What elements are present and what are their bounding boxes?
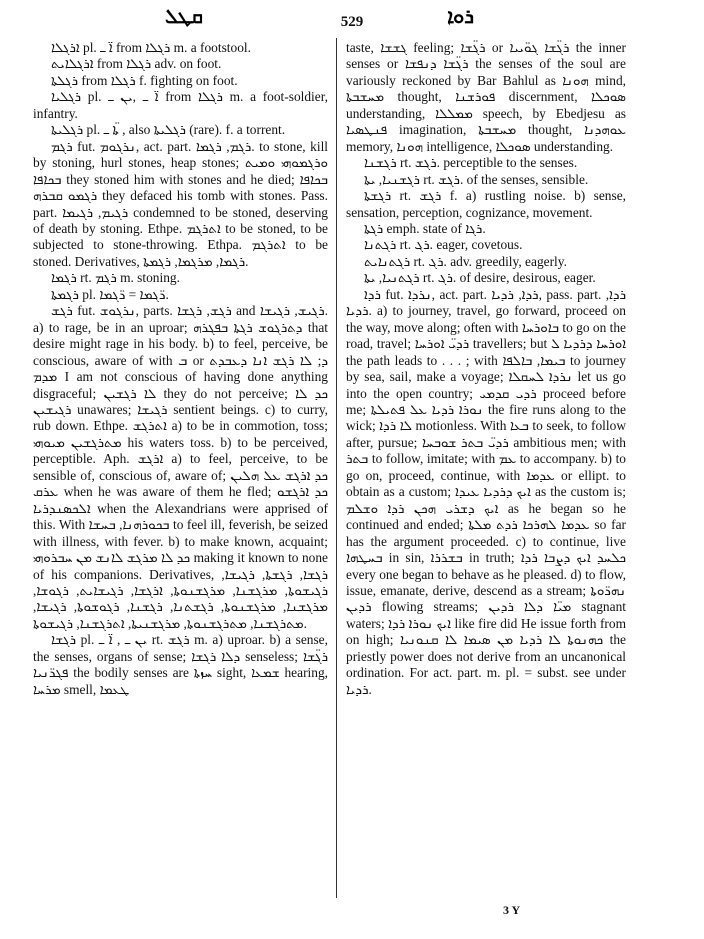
page-number: 529 [340,14,364,30]
signature-mark: 3 Y [503,903,521,917]
entry: ܪܓܬܐ emph. state of ܪܓܐ. [364,220,486,236]
entry: ܪܓܡܐ rt. ܪܓܡ m. stoning. [51,270,180,286]
entry: ܪܓܬܢܐܝܬ rt. ܪܓ. adv. greedily, eagerly. [364,253,567,269]
entry: ܪܓܫܬܐ rt. ܪܓܫ f. a) rustling noise. b) sense, sensation, perception, cognizance, movement. [346,188,626,220]
entry: ܪܓܡ fut. ܢܪܓܘܡ, act. part. ܪܓܡ, ܪܓܡܐ. to stone, kill by stoning, hurl stones, heap stones; ܘܪܓܡܘܗܝ ܘܡܝܬ ܒܟܐܦܐ they stoned him with stones and he died; ܒܟܐܦܐ ܪܓܡܘ ܩܒܪܗ they defaced his tomb with stones. Pass. part. ܪܓܝܡ, ܪܓܝܡܐ condemned to be stoned, deserving of death by stoning. Ethpe. ܐܬܪܓܡ to be stoned, to be subjected to stone-throwing. Ethpa. ܐܬܪܓܡ to be stoned. Derivatives, ܪܓܡܐ, ܡܪܓܡܐ, ܪܓܡܬܐ. [33,138,329,269]
entry: ܪܓܠܝܐ pl. ܐ̈ ـ ,ܝܢ ـ from ܪܓܠܐ m. a foot-soldier, infantry. [33,89,328,121]
entry: ܐܪܓܠܐܝܬ from ܪܓܠܐ adv. on foot. [51,56,222,72]
entry: ܪܓܫܐ pl. ܝܢ ـ , ܐ̈ ـ rt. ܪܓܫ m. a) uproar. b) a sense, the senses, organs of sense; ܕܠܐ ܪܓܫܐ senseless; ܪܓ̈ܫܐ ܦܓܪ̈ܢܝܐ the bodily senses are ܚܙܬܐ sight, ܫܡܥܐ hearing, ܡܪܚܐ smell, ܛܥܡܐ [33,632,328,697]
entry: ܪܓܬܢܐ rt. ܪܓ. eager, covetous. [364,237,523,253]
column-divider [336,38,337,898]
entry: ܪܓܫܢܐ rt. ܪܓܫ. perceptible to the senses. [364,155,578,171]
entry: ܐܪܓܠܐ pl. ܐ̈ ـ from ܪܓܠܐ m. a footstool. [51,40,251,55]
entry: ܪܕܐ fut. ܢܪܕܐ, act. part. ܪܕܐ, ܪܕܝܐ, pass. part. ܪܕܐ, ܪܕܝܐ. a) to journey, travel, go forward, proceed on the way, move along; often with ܒܐܘܪܚܐ to go on the road, travel; ܪܕܝ̈ ܐܘܪܚܐ travellers; but ܐܘܪܚܐ ܕܪܕܝܐ ܠ the path leads to . . . ; with ܒܝܡܐ, ܒܐܠܦܐ to journey by sea, sail, make a voyage; ܢܪܕܐ ܠܚܩܠܐ let us go into the open country; ܪܕܝ ܩܕܡܝ proceed before me; ܢܘܪܐ ܪܕܝܐ ܥܠ ܦܬܝܠܬܐ the fire runs along to the wick; ܠܐ ܪܕܐ motionless. With ܒܥܐ to seek, to follow after, pursue; ܪܕܝ̈ ܒܬܪ ܫܘܒܚܐ ambitious men; with ܒܬܪ to follow, imitate; with ܥܡ to accompany. b) to go on, proceed, continue, with ܥܕܡܐ or ellipt. to obtain as a custom; ܐܝܟ ܕܪܕܝܐ ܥܝܕܐ as the custom is; ܐܝܟ ܕܫܪܝ ܗܟܢ ܪܕܐ ܘܫܠܡ as he began so he continued and ended; ܥܕܡܐ ܠܗܪܟܐ ܪܕܬ ܡܠܬܐ so far has the argument proceeded. c) to continue, live ܒܚܛܗܐ in sin, ܒܫܪܪܐ in truth; ܟܠܚܕ ܐܝܟ ܕܨܒܐ ܪܕܐ every one began to behave as he pleased. d) to flow, issue, emanate, derive, descend as a stream; ܢܗܪ̈ܘܬܐ ܪܕܝܢ flowing streams; ܡܝ̈ܐ ܕܠܐ ܪܕܝܢ stagnant waters; ܐܝܟ ܢܘܪܐ ܪܕܐ like fire did He issue forth from on high; ܟܗܢܘܬܐ ܠܐ ܪܕܝܐ ܡܢ ܣܝܡܐ ܠܐ ܩܢܘܢܝܐ the priestly power does not derive from an uncanonical ordination. For act. part. m. pl. = subst. see under ܪܕܝܐ. [346,286,627,697]
running-head-right: ܪܘܐ [447,6,474,28]
running-head-left: ܩܛܠ [165,6,203,28]
entry-continuation: taste, ܓܫܫܐ feeling; ܪܓ̈ܫܐ or ܪܓ̈ܫܐ ܓܘ̈ܝܝܐ the inner senses or ܪܓ̈ܫܐ ܕܢܦܫܐ the senses of the soul are variously reckoned by Bar Bahlul as ܗܘܢܐ mind, ܡܚܫܒܬܐ thought, ܦܘܪܫܢܐ discernment, ܣܘܟܠܐ understanding, ܡܡܠܠܐ speech, by Ebedjesu as ܦܢܛܣܝܐ imagination, ܡܚܫܒܬܐ thought, ܥܘܗܕܢܐ memory, ܗܘܢܐ intelligence, ܣܘܟܠܐ understanding. [346,40,626,154]
right-column [346,40,626,698]
left-column [33,40,328,698]
entry: ܪܓܠܬܐ from ܪܓܠܐ f. fighting on foot. [51,72,238,88]
entry: ܪܓܫ fut. ܢܪܓܘܫ, parts. ܪܓܫ, ܪܓܫܐ and ܪܓܝܫ, ܪܓܝܫܐ. a) to rage, be in an uproar; ܕܬܪܓܘܫ ܪܓܬܐ ܒܦܓܪܗ that desire might rage in his body. b) to feel, perceive, be conscious, aware of with ܒ or ܕ; ܠܐ ܪܓܫ ܐܢܐ ܕܥܒܕܬ ܡܕܡ I am not conscious of having done anything disgraceful; ܠܐ ܪܓܫܝܢ they do not perceive; ܟܕ ܠܐ ܪܓܝܫܝܢ unawares; ܪܓܝܫܐ sentient beings. c) to curry, rub down. Ethpe. ܐܬܪܓܫ a) to be in commotion, toss; ܡܬܪܓܫܝܢ ܡܝܘܗܝ his waters toss. b) to be perceived, perceptible. Aph. ܐܪܓܫ a) to feel, perceive, to be sensible of, conscious of, aware of; ܟܕ ܐܪܓܫ ܥܠ ܗܠܝܢ ܥܪܩ when he was aware of them he fled; ܟܕ ܐܪܓܫܘ ܐܠܟܣܢܕܪܝܐ when the Alexandrians were apprised of this. With ܒܟܘܪܗܢܐ, ܒܚܫܐ to feel ill, feverish, be seized with illness, with fever. b) to make known, acquaint; ܟܕ ܠܐ ܡܪܓܫ ܠܐܢܫ ܡܢ ܚܒܪܘܗܝ making it known to none of his companions. Derivatives, ܪܓܫܐ, ܪܓܫܬܐ, ܪܓܝܫܐ, ܪܓܝܫܘܬܐ, ܡܪܓܫܢܐ, ܡܪܓܫܢܘܬܐ, ܐܪܓܫܐ, ܪܓܝܫܐܝܬ, ܪܓܘܫܐ, ܡܪܓܫܢܐ, ܡܪܓܫܢܘܬܐ, ܪܓܫܬܢܐ, ܪܓܫܢܐ, ܪܓܘܫܘܬܐ, ܪܓܝܫܐ, ܡܬܪܓܫܢܐ, ܡܬܪܓܫܢܘܬܐ, ܡܪܓܫܢܝܬܐ, ܐܬܪܓܫܢܐ, ܪܓܝܫܘܬܐ. [33,303,329,631]
entry: ܪܓܫܢܝܐ, ܝܬܐ rt. ܪܓܫ. of the senses, sensible. [364,171,589,187]
entry: ܪܓܬܢܝܐ, ܝܬܐ rt. ܪܓ. of desire, desirous, eager. [364,270,596,286]
entry: ܪܓܡܬܐ pl. ܪ̈ܓܡܐ = ܪ̈ܓܡܐ. [51,286,169,302]
entry: ܪܓܠܝܬܐ pl. ܬܐ̈ ـ , also ܪܓܠܝܬܐ (rare). f. a torrent. [51,122,286,138]
